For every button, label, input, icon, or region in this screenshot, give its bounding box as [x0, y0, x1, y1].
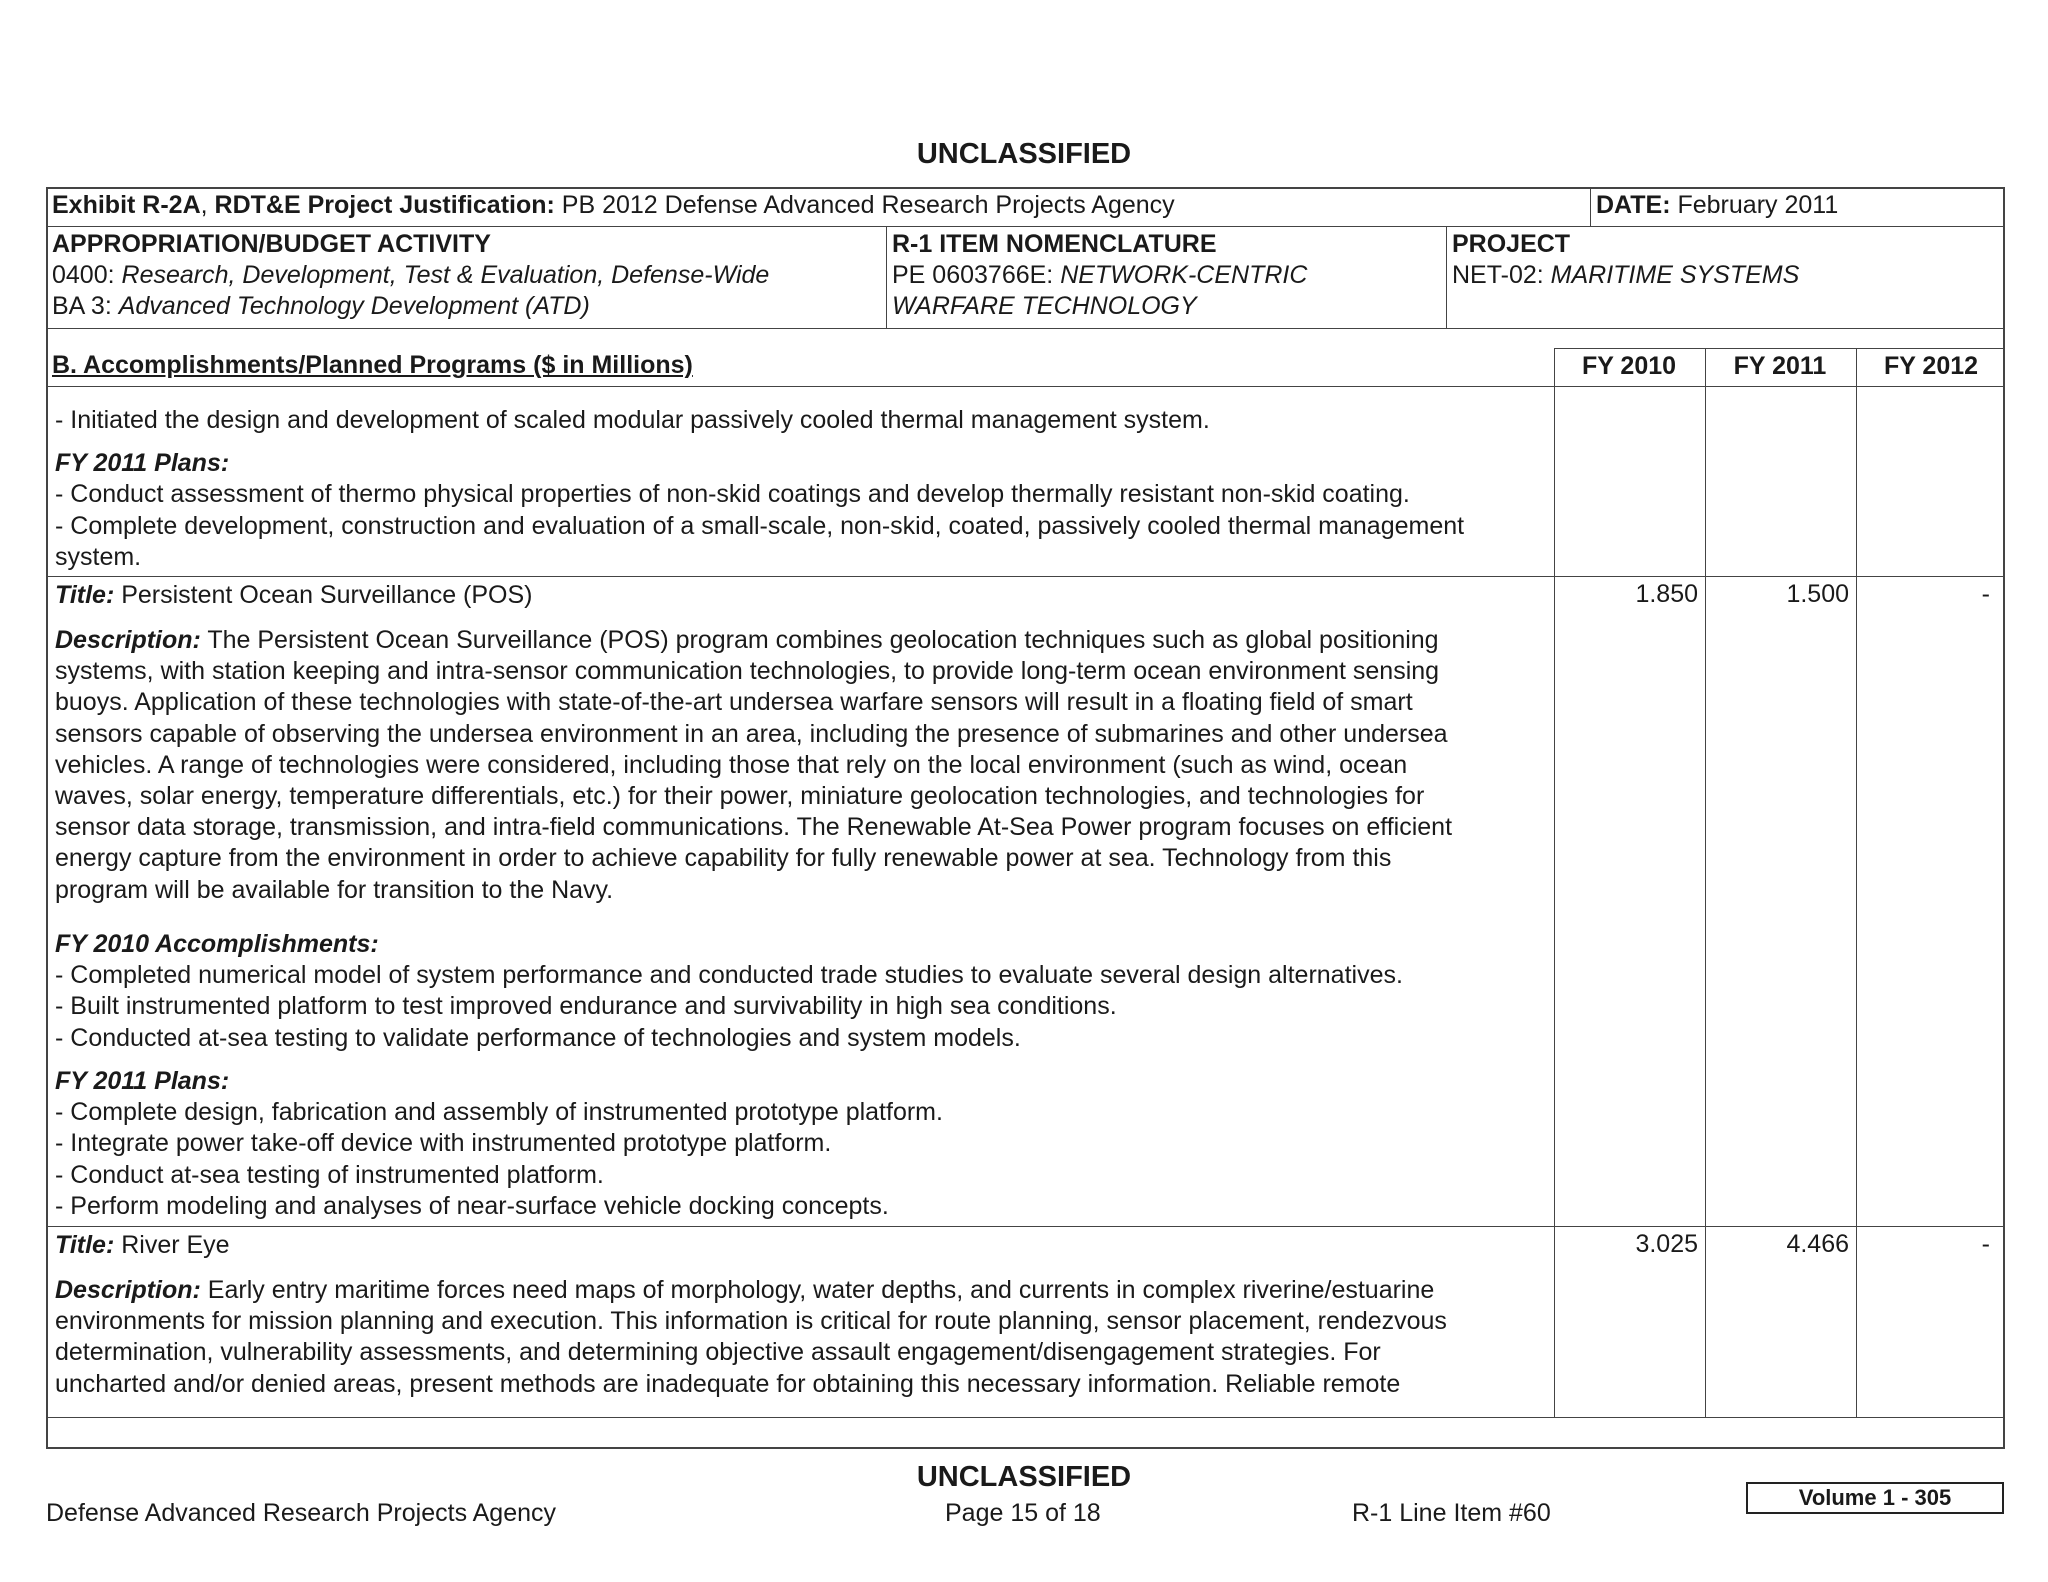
desc-line: sensors capable of observing the undersea environment in an area, including the presence of submarines and other undersea: [55, 719, 1448, 748]
approp-title: APPROPRIATION/BUDGET ACTIVITY: [52, 230, 491, 258]
r1-text: NETWORK-CENTRIC: [1060, 261, 1308, 289]
desc-line: determination, vulnerability assessments, and determining objective assault engagement/disengagement strategies. For: [55, 1338, 1381, 1367]
desc-line: energy capture from the environment in order to achieve capability for fully renewable power at sea. Technology from this: [55, 844, 1392, 873]
r1-text-2: WARFARE TECHNOLOGY: [892, 292, 1197, 320]
volume-box: Volume 1 - 305: [1746, 1482, 2004, 1514]
block1-plans-label: FY 2011 Plans:: [55, 449, 230, 478]
approp-code: 0400:: [52, 261, 122, 289]
project-text: MARITIME SYSTEMS: [1550, 261, 1800, 289]
date-label: DATE:: [1596, 191, 1671, 219]
block3-description: [55, 1275, 1560, 1400]
divider: [1705, 348, 1706, 1418]
date-field: [1596, 190, 1838, 221]
exhibit-type: RDT&E Project Justification:: [214, 191, 555, 219]
title-label: Title:: [55, 1231, 115, 1259]
ba-code: BA 3:: [52, 292, 119, 320]
date-value: February 2011: [1670, 191, 1839, 219]
plan-line: - Integrate power take-off device with instrumented prototype platform.: [55, 1129, 832, 1158]
divider: [46, 226, 2005, 227]
desc-line: environments for mission planning and execution. This information is critical for route planning, sensor placement, rendezvous: [55, 1307, 1447, 1336]
desc-line: program will be available for transition to the Navy.: [55, 875, 614, 904]
block2-description: [55, 625, 1560, 906]
col-fy2012: FY 2012: [1883, 352, 1979, 380]
block1-plan: - Complete development, construction and evaluation of a small-scale, non-skid, coated, passively cooled thermal management: [55, 511, 1465, 540]
footer-line-item: R-1 Line Item #60: [1352, 1499, 1551, 1527]
divider: [46, 386, 2005, 387]
desc-line: waves, solar energy, temperature differentials, etc.) for their power, miniature geolocation technologies, and technologies for: [55, 782, 1425, 811]
block1-plan: system.: [55, 542, 142, 571]
desc-line: uncharted and/or denied areas, present methods are inadequate for obtaining this necessary information. Reliable remote: [55, 1369, 1401, 1398]
project-block: [1452, 229, 1799, 291]
divider: [1554, 348, 2005, 349]
r1-title: R-1 ITEM NOMENCLATURE: [892, 230, 1217, 258]
desc-line: vehicles. A range of technologies were considered, including those that rely on the local environment (such as wind, ocean: [55, 750, 1408, 779]
block3-title: [55, 1230, 1560, 1261]
divider: [1590, 187, 1591, 227]
divider: [46, 576, 2005, 577]
approp-text: Research, Development, Test & Evaluation, Defense-Wide: [121, 261, 770, 289]
desc-label: Description:: [55, 1276, 201, 1304]
project-title: PROJECT: [1452, 230, 1571, 258]
plan-line: - Perform modeling and analyses of near-surface vehicle docking concepts.: [55, 1191, 889, 1220]
block2-fy2010: 1.850: [1635, 580, 1698, 608]
acc-line: - Conducted at-sea testing to validate performance of technologies and system models.: [55, 1023, 1021, 1052]
exhibit-title: [52, 190, 1175, 221]
acc-label: FY 2010 Accomplishments:: [55, 930, 379, 958]
divider: [46, 1417, 2005, 1418]
block3-fy2011: 4.466: [1786, 1230, 1849, 1258]
section-title: B. Accomplishments/Planned Programs ($ in Millions): [52, 351, 693, 379]
title-label: Title:: [55, 581, 115, 609]
divider: [46, 328, 2005, 329]
block2-fy2011: 1.500: [1786, 580, 1849, 608]
col-fy2010: FY 2010: [1581, 352, 1677, 380]
block3-fy2010: 3.025: [1635, 1230, 1698, 1258]
block3-fy2012: -: [1981, 1230, 1990, 1258]
block1-plan: - Conduct assessment of thermo physical properties of non-skid coatings and develop thermally resistant non-skid coating.: [55, 480, 1410, 509]
desc-line: buoys. Application of these technologies with state-of-the-art undersea warfare sensors will result in a floating field of smart: [55, 688, 1413, 717]
classification-top: UNCLASSIFIED: [916, 138, 1132, 170]
desc-label: Description:: [55, 626, 201, 654]
appropriation-block: [52, 229, 769, 322]
desc-line: Early entry maritime forces need maps of morphology, water depths, and currents in complex riverine/estuarine: [200, 1276, 1435, 1304]
ba-text: Advanced Technology Development (ATD): [118, 292, 590, 320]
r1-nomenclature-block: [892, 229, 1307, 322]
block2-plans: [55, 1066, 1560, 1222]
block1-line: - Initiated the design and development of scaled modular passively cooled thermal management system.: [55, 406, 1210, 434]
footer-page: Page 15 of 18: [945, 1499, 1101, 1527]
desc-line: The Persistent Ocean Surveillance (POS) program combines geolocation techniques such as global positioning: [200, 626, 1439, 654]
title-text: River Eye: [114, 1231, 230, 1259]
block1-text: [55, 405, 1560, 573]
col-fy2011: FY 2011: [1733, 352, 1827, 380]
desc-line: sensor data storage, transmission, and intra-field communications. The Renewable At-Sea Power program focuses on efficient: [55, 813, 1453, 842]
exhibit-label: Exhibit R-2A: [52, 191, 201, 219]
r1-code: PE 0603766E:: [892, 261, 1061, 289]
divider: [886, 226, 887, 328]
acc-line: - Completed numerical model of system performance and conducted trade studies to evaluate several design alternatives.: [55, 961, 1403, 990]
project-code: NET-02:: [1452, 261, 1551, 289]
plan-line: - Conduct at-sea testing of instrumented platform.: [55, 1160, 604, 1189]
desc-line: systems, with station keeping and intra-sensor communication technologies, to provide long-term ocean environment sensing: [55, 657, 1440, 686]
plans-label: FY 2011 Plans:: [55, 1067, 230, 1095]
divider: [46, 1226, 2005, 1227]
title-text: Persistent Ocean Surveillance (POS): [114, 581, 533, 609]
footer-agency: Defense Advanced Research Projects Agency: [46, 1499, 557, 1527]
classification-bottom: UNCLASSIFIED: [916, 1461, 1132, 1493]
block2-title: [55, 580, 1560, 611]
exhibit-sep: ,: [200, 191, 215, 219]
exhibit-rest: PB 2012 Defense Advanced Research Projects Agency: [554, 191, 1175, 219]
block2-fy2012: -: [1981, 580, 1990, 608]
plan-line: - Complete design, fabrication and assembly of instrumented prototype platform.: [55, 1098, 943, 1127]
divider: [1446, 226, 1447, 328]
acc-line: - Built instrumented platform to test improved endurance and survivability in high sea conditions.: [55, 992, 1117, 1021]
block2-accomplishments: [55, 929, 1560, 1054]
